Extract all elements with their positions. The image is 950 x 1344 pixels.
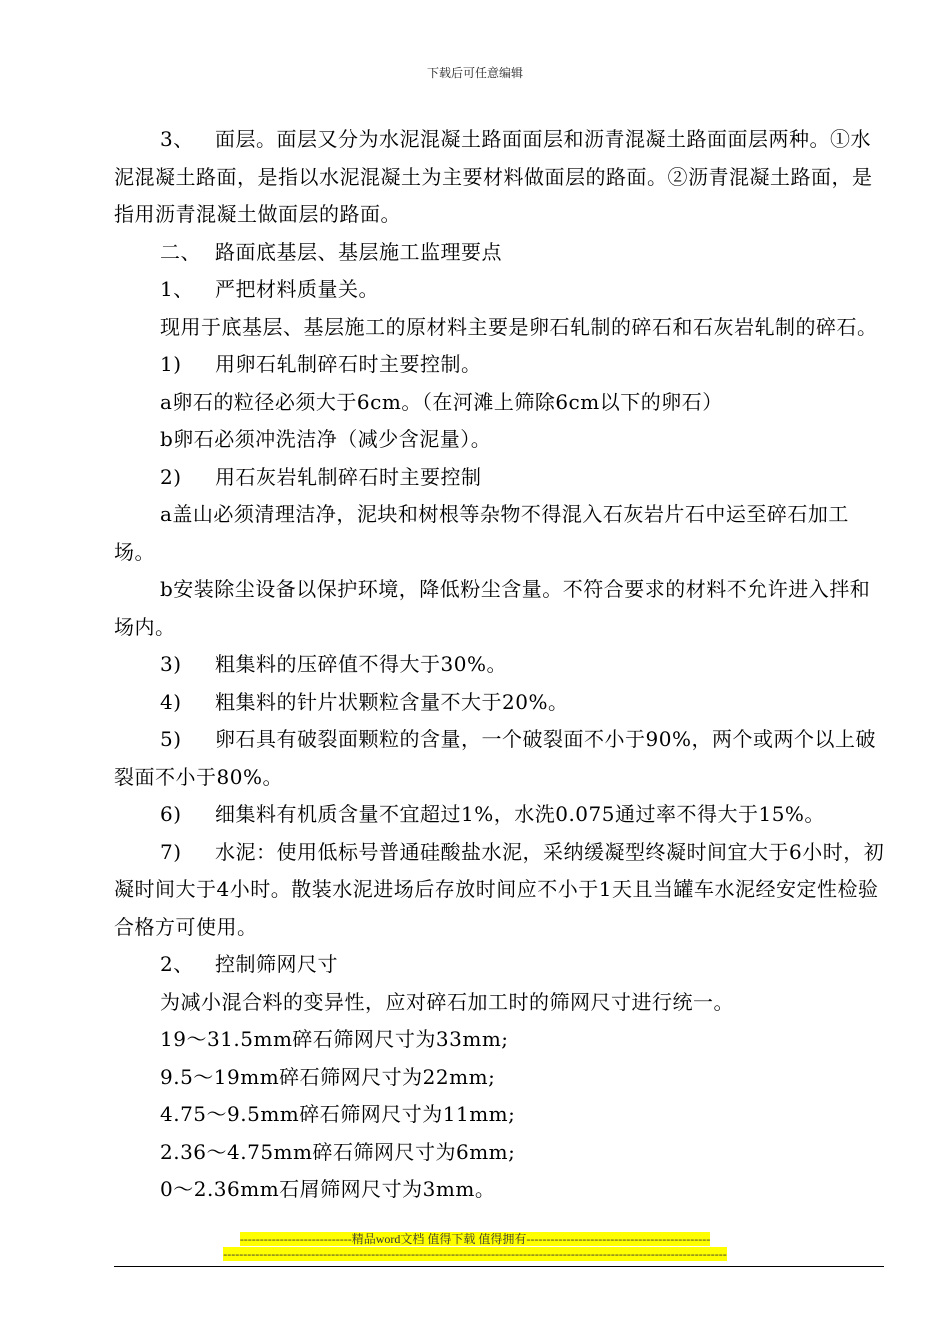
sieve-size-item: 2.36～4.75mm碎石筛网尺寸为6mm; — [160, 1139, 516, 1164]
list-item — [114, 721, 886, 796]
list-item — [114, 646, 886, 684]
section-title: 路面底基层、基层施工监理要点 — [215, 239, 502, 264]
item-number: 1、 — [160, 277, 194, 301]
list-subitem: a盖山必须清理洁净，泥块和树根等杂物不得混入石灰岩片石中运至碎石加工场。 — [114, 502, 849, 564]
subsection-heading — [114, 946, 886, 984]
item-number: 4) — [160, 689, 182, 714]
paragraph-surface-layer — [114, 121, 886, 234]
item-text: 卵石具有破裂面颗粒的含量，一个破裂面不小于90%，两个或两个以上破裂面不小于80%。 — [114, 727, 876, 789]
item-number: 3、 — [160, 127, 194, 151]
item-number: 3) — [160, 652, 182, 676]
subsection-title: 严把材料质量关。 — [215, 277, 379, 301]
item-number: 2、 — [160, 952, 194, 976]
list-subitem: a卵石的粒径必须大于6cm。（在河滩上筛除6cm以下的卵石） — [160, 389, 723, 414]
item-number: 二、 — [160, 239, 201, 264]
footer-banner-text: ----------------------------精品word文档 值得下载 值得拥有---------------------------------------------- — [239, 1232, 711, 1246]
section-heading — [114, 234, 886, 272]
list-subitem: b卵石必须冲洗洁净（减少含泥量）。 — [160, 427, 492, 451]
item-number: 2) — [160, 464, 182, 489]
list-item — [114, 346, 886, 384]
sieve-size-item: 19～31.5mm碎石筛网尺寸为33mm; — [160, 1027, 509, 1051]
list-item — [114, 684, 886, 722]
item-number: 7) — [160, 839, 182, 864]
page-header: 下载后可任意编辑 — [426, 66, 523, 80]
item-text: 粗集料的针片状颗粒含量不大于20%。 — [215, 689, 569, 714]
list-item — [114, 796, 886, 834]
footer-dash-text: ------------------------------------------------------------------------------------------------------------------------------ — [223, 1247, 727, 1261]
item-text: 细集料有机质含量不宜超过1%，水洗0.075通过率不得大于15%。 — [215, 802, 825, 826]
footer-dash-line — [0, 1247, 950, 1262]
list-item — [114, 834, 886, 947]
paragraph-raw-materials: 现用于底基层、基层施工的原材料主要是卵石轧制的碎石和石灰岩轧制的碎石。 — [160, 314, 878, 339]
item-text: 水泥：使用低标号普通硅酸盐水泥，采纳缓凝型终凝时间宜大于6小时，初凝时间大于4小时。散装水泥进场后存放时间应不小于1天且当罐车水泥经安定性检验合格方可使用。 — [114, 839, 885, 939]
footer-rule — [114, 1266, 884, 1267]
sieve-size-item: 9.5～19mm碎石筛网尺寸为22mm; — [160, 1064, 496, 1089]
sieve-size-item: 4.75～9.5mm碎石筛网尺寸为11mm; — [160, 1102, 516, 1126]
sieve-size-item: 0～2.36mm石屑筛网尺寸为3mm。 — [160, 1177, 496, 1201]
subsection-title: 控制筛网尺寸 — [215, 952, 338, 976]
footer-banner — [0, 1232, 950, 1247]
document-body — [114, 121, 886, 1209]
subsection-heading — [114, 271, 886, 309]
item-number: 1) — [160, 352, 182, 376]
item-text: 粗集料的压碎值不得大于30%。 — [215, 652, 507, 676]
item-text: 用卵石轧制碎石时主要控制。 — [215, 352, 482, 376]
item-number: 6) — [160, 802, 182, 826]
list-item — [114, 459, 886, 497]
item-number: 5) — [160, 727, 182, 751]
paragraph-text: 面层。面层又分为水泥混凝土路面面层和沥青混凝土路面面层两种。①水泥混凝土路面，是指以水泥混凝土为主要材料做面层的路面。②沥青混凝土路面，是指用沥青混凝土做面层的路面。 — [114, 127, 873, 226]
item-text: 用石灰岩轧制碎石时主要控制 — [215, 464, 482, 489]
paragraph-sieve-intro: 为减小混合料的变异性，应对碎石加工时的筛网尺寸进行统一。 — [160, 989, 734, 1014]
list-subitem: b安装除尘设备以保护环境，降低粉尘含量。不符合要求的材料不允许进入拌和场内。 — [114, 577, 871, 639]
